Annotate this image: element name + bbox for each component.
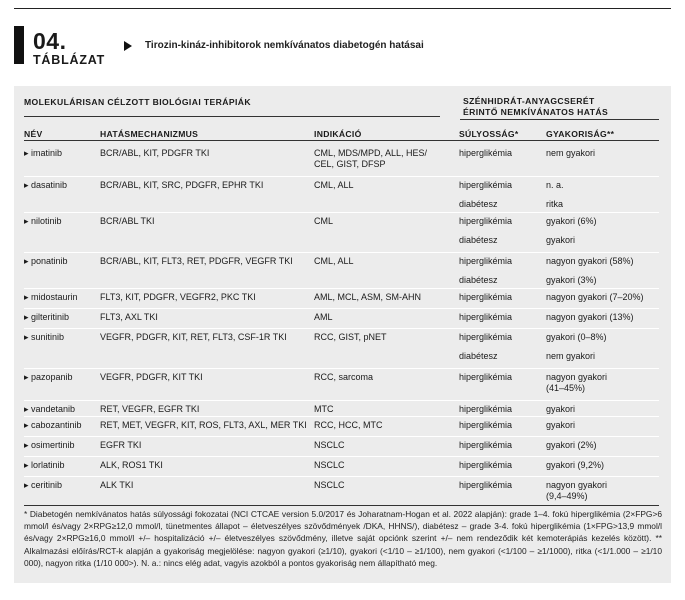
row-separator	[24, 328, 659, 329]
mechanism-cell: ALK, ROS1 TKI	[100, 460, 163, 470]
frequency-cell: nem gyakori	[546, 351, 596, 361]
mechanism-cell: FLT3, AXL TKI	[100, 312, 158, 322]
drug-name: ▸ sunitinib	[24, 332, 65, 342]
frequency-cell: nagyon gyakori (7–20%)	[546, 292, 644, 302]
mechanism-cell: FLT3, KIT, PDGFR, VEGFR2, PKC TKI	[100, 292, 256, 302]
footnote: * Diabetogén nemkívánatos hatás súlyossági fokozatai (NCI CTCAE version 5.0/2017 és Joharatnam-Hogan et al. 2022 alapján): grade 1–4. fokú hiperglikémia (2×FPG>6 mmol/l és/vagy 2×RPG≥12,0 mmol/l, tünetmentes állapot – életveszélyes szövődmények /DKA, HHNS/), diabétesz – grade 3-4. fokú hiperglikémia (1×FPG>13,9 mmol/l és/vagy 2×RPG≥16,0 mmol/l +/– hospitalizáció +/– életveszélyes szövődmény, illetve saját opciónk szerint +/– nem rendeződik két kemoterápiás kezelés között). ** Alkalmazási előírás/RCT-k alapján a gyakoriság megjelölése: nagyon gyakori (≥1/10), gyakori (<1/10 – ≥1/100), nem gyakori (<1/100 – ≥1/1000), ritka (<1/1.000 – ≥1/10 000), nagyon ritka (1/10 000>). N. a.: nincs elég adat, vagyis azokból a pontos gyakoriság nem állapítható meg.	[24, 509, 662, 568]
indication-cell: RCC, GIST, pNET	[314, 332, 387, 342]
section-heading-effects-1: SZÉNHIDRÁT-ANYAGCSERÉT	[463, 96, 595, 106]
frequency-cell: (9,4–49%)	[546, 491, 588, 501]
drug-name: ▸ osimertinib	[24, 440, 75, 450]
arrow-right-icon	[124, 41, 132, 51]
severity-cell: diabétesz	[459, 235, 498, 245]
severity-cell: hiperglikémia	[459, 404, 513, 414]
mechanism-cell: EGFR TKI	[100, 440, 142, 450]
frequency-cell: nem gyakori	[546, 148, 596, 158]
indication-cell: CML	[314, 216, 334, 226]
indication-cell: NSCLC	[314, 480, 345, 490]
row-separator	[24, 176, 659, 177]
mechanism-cell: BCR/ABL TKI	[100, 216, 155, 226]
severity-cell: hiperglikémia	[459, 332, 513, 342]
drug-name: ▸ gilteritinib	[24, 312, 70, 322]
frequency-cell: gyakori (3%)	[546, 275, 597, 285]
severity-cell: hiperglikémia	[459, 460, 513, 470]
frequency-cell: gyakori	[546, 404, 576, 414]
severity-cell: hiperglikémia	[459, 480, 513, 490]
frequency-cell: nagyon gyakori (13%)	[546, 312, 634, 322]
frequency-cell: gyakori	[546, 235, 576, 245]
drug-name: ▸ pazopanib	[24, 372, 73, 382]
frequency-cell: gyakori (2%)	[546, 440, 597, 450]
table-number: 04.	[33, 28, 67, 54]
section-rule-right	[460, 119, 659, 120]
indication-cell: MTC	[314, 404, 334, 414]
column-header-name: NÉV	[24, 129, 43, 139]
table-label-bar	[14, 26, 24, 64]
row-separator	[24, 252, 659, 253]
frequency-cell: gyakori	[546, 420, 576, 430]
column-header-frequency: GYAKORISÁG**	[546, 129, 615, 139]
row-separator	[24, 456, 659, 457]
severity-cell: hiperglikémia	[459, 420, 513, 430]
indication-cell: AML, MCL, ASM, SM-AHN	[314, 292, 422, 302]
severity-cell: hiperglikémia	[459, 180, 513, 190]
row-separator	[24, 212, 659, 213]
header-rule	[24, 140, 659, 141]
severity-cell: hiperglikémia	[459, 440, 513, 450]
drug-name: ▸ cabozantinib	[24, 420, 82, 430]
severity-cell: hiperglikémia	[459, 292, 513, 302]
column-header-mechanism: HATÁSMECHANIZMUS	[100, 129, 199, 139]
row-separator	[24, 476, 659, 477]
severity-cell: diabétesz	[459, 351, 498, 361]
indication-cell: NSCLC	[314, 440, 345, 450]
indication-cell: NSCLC	[314, 460, 345, 470]
mechanism-cell: BCR/ABL, KIT, SRC, PDGFR, EPHR TKI	[100, 180, 264, 190]
mechanism-cell: VEGFR, PDGFR, KIT, RET, FLT3, CSF-1R TKI	[100, 332, 287, 342]
mechanism-cell: BCR/ABL, KIT, PDGFR TKI	[100, 148, 210, 158]
indication-cell: CML, MDS/MPD, ALL, HES/	[314, 148, 428, 158]
severity-cell: hiperglikémia	[459, 312, 513, 322]
drug-name: ▸ imatinib	[24, 148, 63, 158]
frequency-cell: nagyon gyakori	[546, 480, 608, 490]
mechanism-cell: BCR/ABL, KIT, FLT3, RET, PDGFR, VEGFR TKI	[100, 256, 293, 266]
severity-cell: diabétesz	[459, 275, 498, 285]
indication-cell: CEL, GIST, DFSP	[314, 159, 386, 169]
section-heading-therapies: MOLEKULÁRISAN CÉLZOTT BIOLÓGIAI TERÁPIÁK	[24, 97, 252, 107]
mechanism-cell: RET, MET, VEGFR, KIT, ROS, FLT3, AXL, MER TKI	[100, 420, 307, 430]
severity-cell: hiperglikémia	[459, 256, 513, 266]
column-header-severity: SÚLYOSSÁG*	[459, 129, 519, 139]
frequency-cell: gyakori (9,2%)	[546, 460, 605, 470]
table-title: Tirozin-kináz-inhibitorok nemkívánatos diabetogén hatásai	[145, 40, 424, 51]
row-separator	[24, 288, 659, 289]
frequency-cell: ritka	[546, 199, 564, 209]
frequency-cell: n. a.	[546, 180, 564, 190]
drug-name: ▸ lorlatinib	[24, 460, 65, 470]
severity-cell: hiperglikémia	[459, 216, 513, 226]
indication-cell: RCC, HCC, MTC	[314, 420, 383, 430]
indication-cell: CML, ALL	[314, 256, 354, 266]
frequency-cell: gyakori (0–8%)	[546, 332, 607, 342]
drug-name: ▸ vandetanib	[24, 404, 76, 414]
table-bottom-rule	[24, 505, 659, 506]
top-rule	[14, 8, 671, 9]
drug-name: ▸ midostaurin	[24, 292, 78, 302]
indication-cell: RCC, sarcoma	[314, 372, 374, 382]
section-rule-left	[24, 116, 440, 117]
mechanism-cell: ALK TKI	[100, 480, 134, 490]
frequency-cell: gyakori (6%)	[546, 216, 597, 226]
drug-name: ▸ dasatinib	[24, 180, 68, 190]
mechanism-cell: VEGFR, PDGFR, KIT TKI	[100, 372, 203, 382]
severity-cell: hiperglikémia	[459, 372, 513, 382]
drug-name: ▸ nilotinib	[24, 216, 62, 226]
row-separator	[24, 400, 659, 401]
section-heading-effects-2: ÉRINTŐ NEMKÍVÁNATOS HATÁS	[463, 107, 609, 117]
severity-cell: hiperglikémia	[459, 148, 513, 158]
drug-name: ▸ ceritinib	[24, 480, 63, 490]
frequency-cell: nagyon gyakori	[546, 372, 608, 382]
drug-name: ▸ ponatinib	[24, 256, 68, 266]
indication-cell: CML, ALL	[314, 180, 354, 190]
row-separator	[24, 416, 659, 417]
table-word: TÁBLÁZAT	[33, 53, 106, 67]
frequency-cell: nagyon gyakori (58%)	[546, 256, 634, 266]
column-header-indication: INDIKÁCIÓ	[314, 129, 362, 139]
severity-cell: diabétesz	[459, 199, 498, 209]
row-separator	[24, 308, 659, 309]
indication-cell: AML	[314, 312, 333, 322]
row-separator	[24, 436, 659, 437]
mechanism-cell: RET, VEGFR, EGFR TKI	[100, 404, 200, 414]
row-separator	[24, 368, 659, 369]
frequency-cell: (41–45%)	[546, 383, 586, 393]
